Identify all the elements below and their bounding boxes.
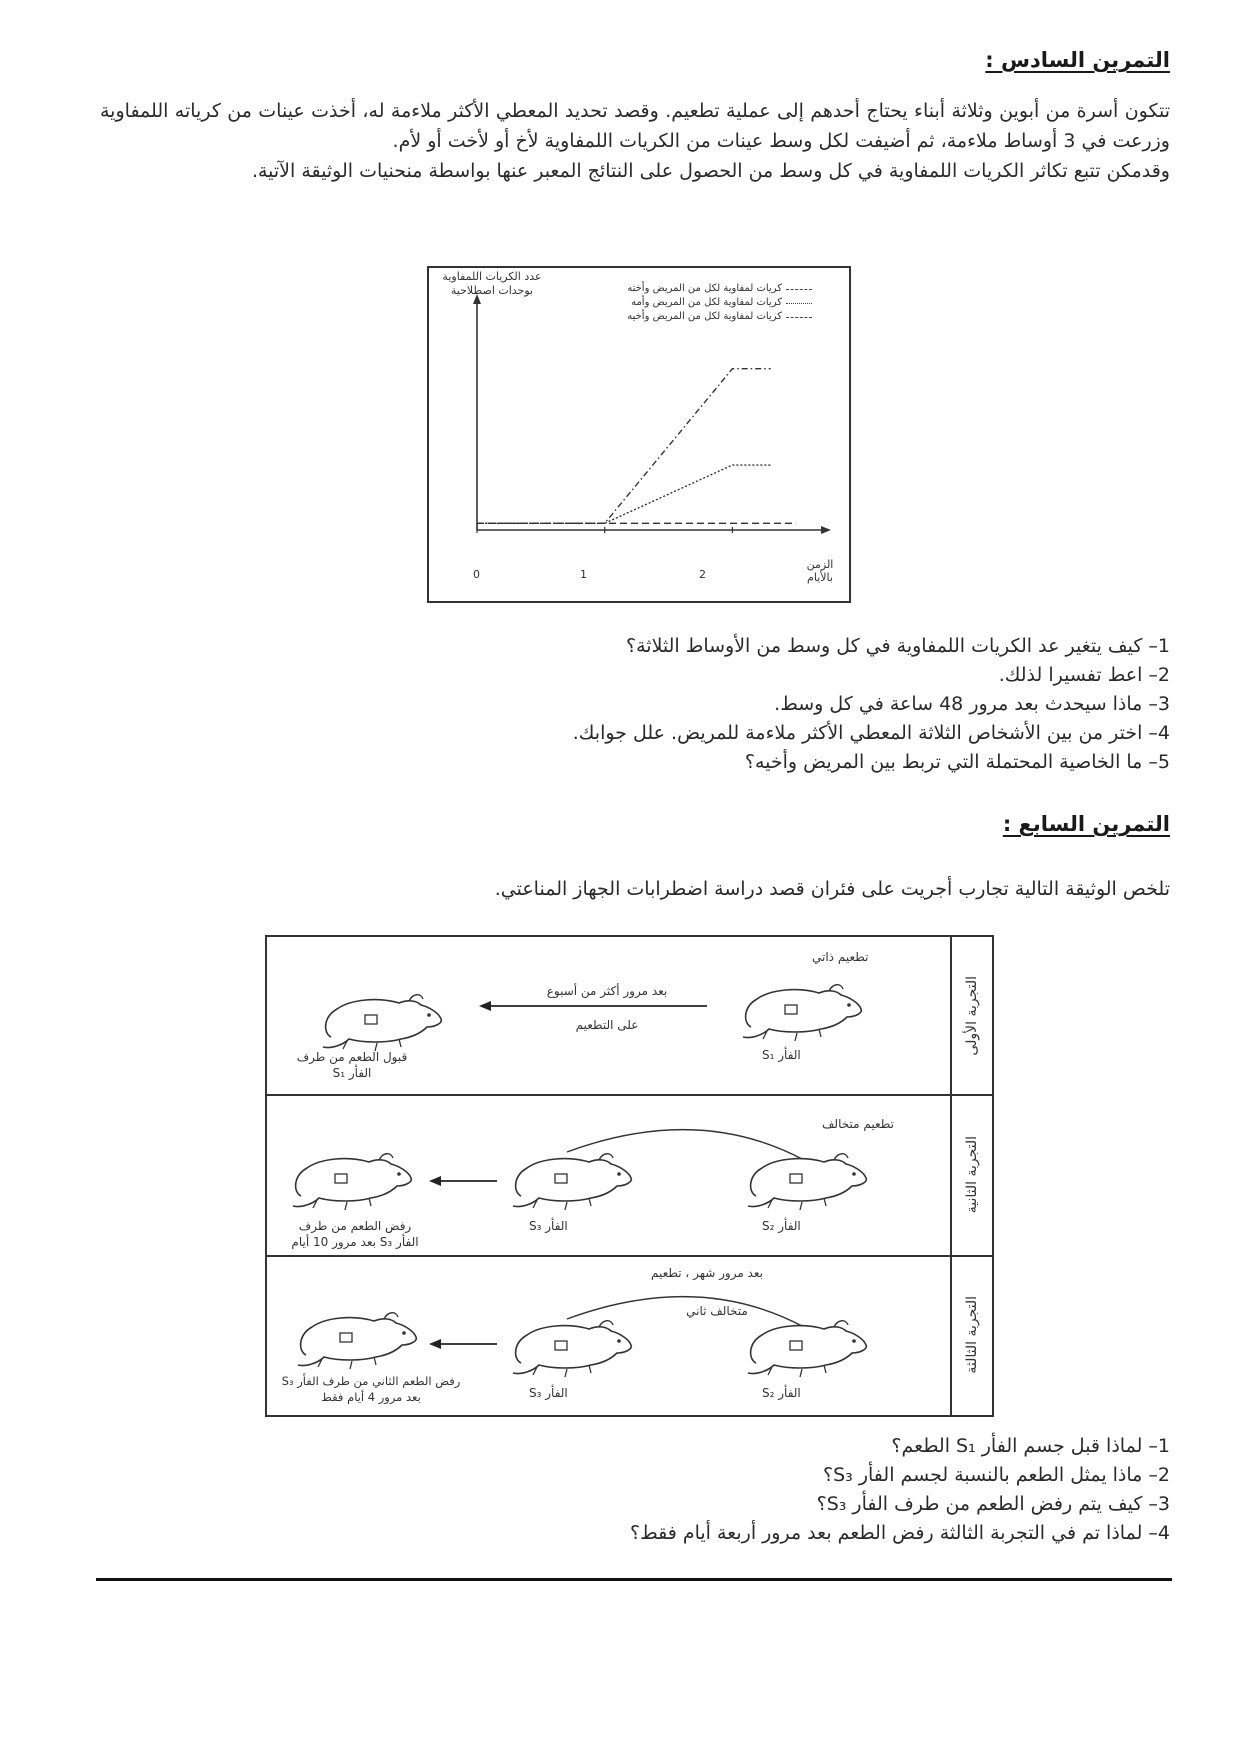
result-caption: قبول الطعم من طرف الفأر S₁ [296, 1050, 408, 1080]
graft-type-label: تطعيم متخالف [822, 1117, 894, 1131]
mouse-icon [287, 1146, 417, 1216]
mouse-icon [507, 1146, 637, 1216]
mouse-icon [742, 1313, 872, 1383]
left-arrow-icon [427, 1174, 502, 1188]
experiment-row-1 [267, 937, 992, 1096]
x-tick-label: 1 [580, 568, 587, 581]
exercise-6-paragraph-2: وقدمكن تتبع تكاثر الكريات اللمفاوية في كل وسط من الحصول على النتائج المعبر عنها بواسطة منحنيات الوثيقة الآتية. [251, 160, 1170, 182]
question-item: 4– اختر من بين الأشخاص الثلاثة المعطي الأكثر ملاءمة للمريض. علل جوابك. [572, 722, 1170, 744]
graft-type-label: تطعيم ذاتي [812, 950, 869, 964]
result-caption: رفض الطعم من طرف الفأر S₃ بعد مرور 10 أيام [291, 1219, 419, 1249]
experiment-label: التجربة الأولى [950, 937, 992, 1094]
mouse-icon [507, 1313, 637, 1383]
donor-caption: الفأر S₂ [762, 1219, 801, 1233]
graft-type-label: متخالف ثاني [686, 1304, 748, 1318]
chart-x-axis-label: الزمن بالأيام [806, 558, 834, 584]
legend-item-brother [587, 310, 812, 324]
result-caption: رفض الطعم الثاني من طرف الفأر S₃ بعد مرور 4 أيام فقط [281, 1374, 461, 1404]
experiment-label: التجربة الثانية [950, 1094, 992, 1255]
mouse-icon [742, 1146, 872, 1216]
exercise-6-paragraph-1: تتكون أسرة من أبوين وثلاثة أبناء يحتاج أحدهم إلى عملية تطعيم. وقصد تحديد المعطي الأكثر ملاءمة له، أخذت عينات من كرياته اللمفاوية وزرعت في 3 أوساط ملاءمة، ثم أضيفت لكل وسط عينات من الكريات اللمفاوية لأخ أو لأخت أو لأم. [100, 100, 1170, 152]
donor-caption: الفأر S₂ [762, 1386, 801, 1400]
x-tick-label: 0 [473, 568, 480, 581]
mouse-icon [317, 987, 447, 1057]
question-item: 2– ماذا يمثل الطعم بالنسبة لجسم الفأر S₃؟ [823, 1464, 1170, 1486]
question-item: 4– لماذا تم في التجربة الثالثة رفض الطعم بعد مرور أربعة أيام فقط؟ [629, 1522, 1170, 1544]
question-item: 1– لماذا قبل جسم الفأر S₁ الطعم؟ [891, 1435, 1170, 1457]
exercise-7-heading: التمرين السابع : [1002, 812, 1170, 836]
lymphocyte-chart [427, 266, 851, 603]
chart-legend [587, 282, 812, 324]
legend-label: كريات لمفاوية لكل من المريض وأخيه [627, 311, 782, 322]
recipient-caption: الفأر S₃ [529, 1219, 568, 1233]
left-arrow-icon [477, 999, 717, 1013]
experiment-row-3 [267, 1255, 992, 1415]
legend-swatch [786, 317, 812, 318]
legend-swatch [786, 289, 812, 290]
x-tick-label: 2 [699, 568, 706, 581]
bottom-divider [96, 1578, 1172, 1581]
arrow-caption-bottom: على التطعيم [575, 1018, 639, 1032]
exercise-6-heading: التمرين السادس : [985, 48, 1170, 72]
left-arrow-icon [427, 1337, 502, 1351]
question-item: 2– اعط تفسيرا لذلك. [998, 664, 1170, 686]
experiment-row-2 [267, 1094, 992, 1257]
question-item: 3– كيف يتم رفض الطعم من طرف الفأر S₃؟ [816, 1493, 1170, 1515]
chart-y-axis-label: عدد الكريات اللمفاوية بوحدات اصطلاحية [442, 270, 542, 297]
question-item: 3– ماذا سيحدث بعد مرور 48 ساعة في كل وسط. [774, 693, 1170, 715]
series-line-2 [477, 465, 771, 523]
exercise-6-text [100, 96, 1170, 186]
recipient-caption: الفأر S₃ [529, 1386, 568, 1400]
exercise-6-questions [270, 632, 1170, 777]
arrow-caption-top: بعد مرور أكثر من أسبوع [546, 984, 668, 998]
exercise-7-questions [270, 1432, 1170, 1548]
legend-item-mother [587, 296, 812, 310]
donor-caption: الفأر S₁ [762, 1048, 801, 1062]
question-item: 1– كيف يتغير عد الكريات اللمفاوية في كل وسط من الأوساط الثلاثة؟ [626, 635, 1170, 657]
experiments-table [265, 935, 994, 1417]
mouse-icon [737, 977, 867, 1047]
legend-label: كريات لمفاوية لكل من المريض وأخته [627, 283, 782, 294]
legend-item-sister [587, 282, 812, 296]
experiment-label: التجربة الثالثة [950, 1255, 992, 1415]
graft-type-label: بعد مرور شهر ، تطعيم [651, 1266, 763, 1280]
exercise-7-intro: تلخص الوثيقة التالية تجارب أجريت على فئران قصد دراسة اضطرابات الجهاز المناعتي. [494, 878, 1170, 900]
question-item: 5– ما الخاصية المحتملة التي تربط بين المريض وأخيه؟ [744, 751, 1170, 773]
legend-swatch [786, 303, 812, 304]
series-line-1 [477, 369, 771, 524]
legend-label: كريات لمفاوية لكل من المريض وأمه [631, 297, 782, 308]
mouse-icon [292, 1305, 422, 1375]
x-axis-arrowhead [821, 526, 831, 534]
